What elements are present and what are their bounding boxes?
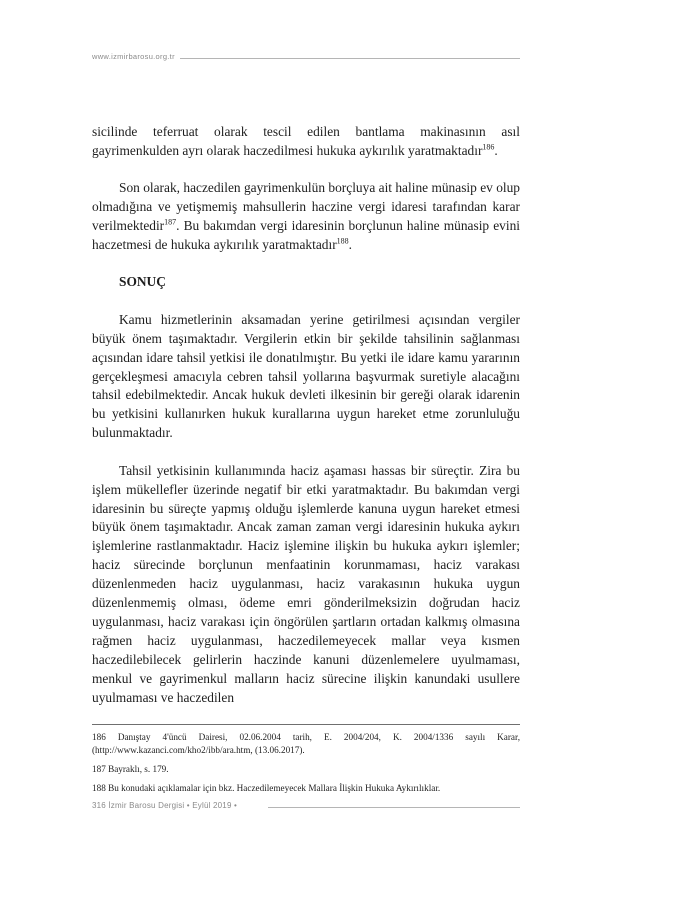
header-rule	[180, 58, 520, 59]
footer-text: 316 İzmir Barosu Dergisi • Eylül 2019 •	[92, 801, 238, 810]
paragraph-4: Tahsil yetkisinin kullanımında haciz aşaması hassas bir süreçtir. Zira bu işlem mükellefler üzerinde negatif bir etki yaratmaktadır. Bu bakımdan vergi idaresinin bu süreçte yapmış olduğu işlemlerde kanuna uygun hareket etmesi büyük önem taşımaktadır. Ancak zaman zaman vergi idaresinin hukuka aykırı işlemlerine rastlanmaktadır. Haciz işlemine ilişkin bu hukuka aykırı işlemler; haciz sürecinde borçlunun menfaatinin korunmaması, haciz varakası düzenlenmeden haciz uygulanması, haciz varakasının hukuka uygun düzenlenmemiş olması, ödeme emri gönderilmeksizin doğrudan haciz uygulanması, haciz varakası için öngörülen şartların ortadan kalkmış olmasına rağmen haciz uygulanması, haczedilemeyecek mallar veya kısmen haczedilebilecek gelirlerin haczinde kanuni düzenlemelere uyulmaması, menkul ve gayrimenkul malların haciz sürecine ilişkin kanundaki usullere uyulmaması ve haczedilen	[92, 462, 520, 705]
footnote-number: 188	[92, 783, 106, 793]
paragraph-2	[92, 179, 520, 255]
footnote-text: Bayraklı, s. 179.	[108, 764, 169, 774]
paragraph-3: Kamu hizmetlerinin aksamadan yerine getirilmesi açısından vergiler büyük önem taşımaktadır. Vergilerin etkin bir şekilde tahsilinin sağlanması açısından idare tahsil yetkisi ile donatılmıştır. Bu yetki ile idare kamu yararının gerçekleşmesi amacıyla cebren tahsil yollarına başvurmak suretiyle alacağını tahsil edebilmektedir. Ancak hukuk devleti ilkesinin bir gereği olarak idarenin bu yetkisini kullanırken hukuk kurallarına uygun hareket etme zorunluluğu bulunmaktadır.	[92, 311, 520, 441]
footnote-ref-187: 187	[164, 217, 177, 227]
footnote-186	[92, 731, 520, 757]
paragraph-2-tail: .	[348, 237, 353, 253]
footnote-number: 187	[92, 764, 106, 774]
paragraph-1-text: sicilinde teferruat olarak tescil edilen bantlama makinasının asıl gayrimenkulden ayrı olarak haczedilmesi hukuka aykırılık yaratmaktadır	[92, 124, 520, 158]
paragraph-1	[92, 123, 520, 161]
footnote-text: Danıştay 4'üncü Dairesi, 02.06.2004 tarih, E. 2004/204, K. 2004/1336 sayılı Karar, (http://www.kazanci.com/kho2/ibb/ara.htm, (13.06.2017).	[92, 732, 521, 755]
paragraph-2-text-2: . Bu bakımdan vergi idaresinin borçlunun haline münasip evini haczetmesi de hukuka aykırılık yaratmaktadır	[92, 218, 520, 253]
main-text	[92, 123, 520, 707]
footnote-188	[92, 782, 520, 795]
page-footer	[92, 801, 520, 815]
paragraph-1-tail: .	[494, 142, 498, 158]
footnotes	[92, 731, 520, 801]
header-url: www.izmirbarosu.org.tr	[92, 52, 175, 61]
footnote-text: Bu konudaki açıklamalar için bkz. Haczedilemeyecek Mallara İlişkin Hukuka Aykırılıklar.	[108, 783, 441, 793]
section-heading: SONUÇ	[119, 274, 166, 290]
footnote-ref-186: 186	[482, 142, 495, 152]
paragraph-2-text-1: Son olarak, haczedilen gayrimenkulün borçluya ait haline münasip ev olup olmadığına ve yetişmemiş mahsullerin haczine vergi idaresi tarafından karar verilmektedir	[92, 180, 520, 234]
footnote-187	[92, 763, 520, 776]
page-header	[92, 52, 520, 66]
footer-rule	[268, 807, 520, 808]
footnote-ref-188: 188	[336, 236, 349, 246]
footnote-rule	[92, 724, 520, 725]
footnote-number: 186	[92, 732, 106, 742]
